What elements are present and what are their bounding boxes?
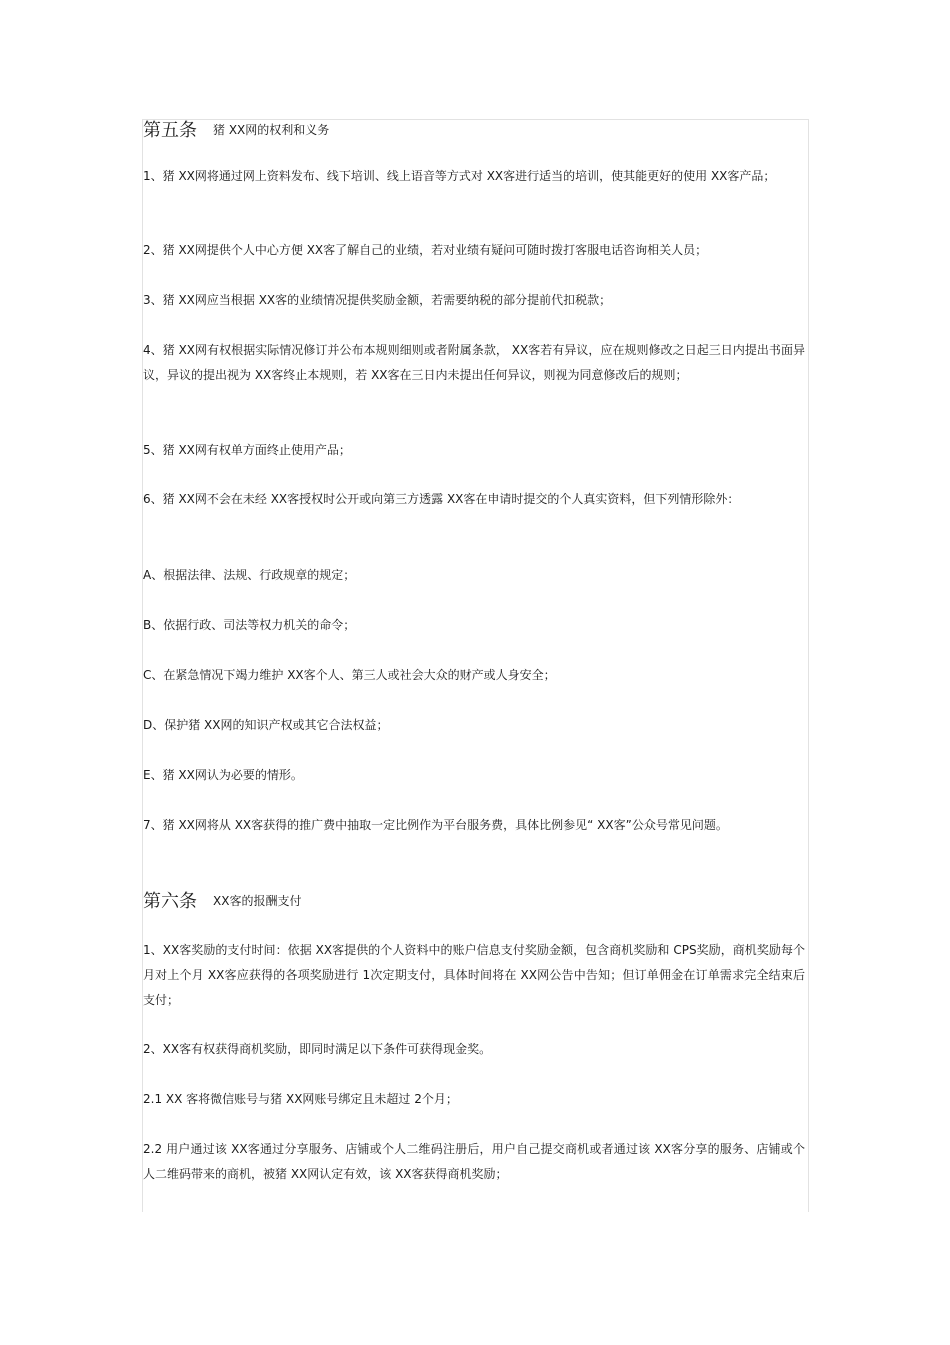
section-5-clause-3: 3、猪 XX网应当根据 XX客的业绩情况提供奖励金额，若需要纳税的部分提前代扣税款； bbox=[143, 293, 612, 307]
section-5-clause-2: 2、猪 XX网提供个人中心方便 XX客了解自己的业绩，若对业绩有疑问可随时拨打客服电话咨询相关人员； bbox=[143, 243, 708, 257]
section-5-clause-4: 4、猪 XX网有权根据实际情况修订并公布本规则细则或者附属条款， XX客若有异议，应在规则修改之日起三日内提出书面异议，异议的提出视为 XX客终止本规则，若 XX客在三日内未提出任何异议，则视为同意修改后的规则； bbox=[143, 343, 805, 382]
section-6-clause-2-2: 2.2 用户通过该 XX客通过分享服务、店铺或个人二维码注册后，用户自己提交商机或者通过该 XX客分享的服务、店铺或个人二维码带来的商机，被猪 XX网认定有效，该 XX客获得商机奖励； bbox=[143, 1142, 805, 1181]
section-6-clause-2: 2、XX客有权获得商机奖励，即同时满足以下条件可获得现金奖。 bbox=[143, 1042, 492, 1056]
section-5-subtitle: 猪 XX网的权利和义务 bbox=[213, 123, 330, 137]
section-5-item-b: B、依据行政、司法等权力机关的命令； bbox=[143, 618, 356, 632]
section-6-subtitle: XX客的报酬支付 bbox=[213, 894, 302, 908]
section-5-item-a: A、根据法律、法规、行政规章的规定； bbox=[143, 568, 356, 582]
section-5-item-c: C、在紧急情况下竭力维护 XX客个人、第三人或社会大众的财产或人身安全； bbox=[143, 668, 556, 682]
section-5-title: 第五条 bbox=[143, 120, 197, 141]
section-6-heading bbox=[143, 890, 301, 913]
section-5-item-d: D、保护猪 XX网的知识产权或其它合法权益； bbox=[143, 718, 389, 732]
section-5-item-e: E、猪 XX网认为必要的情形。 bbox=[143, 768, 303, 782]
section-6-clause-1: 1、XX客奖励的支付时间：依据 XX客提供的个人资料中的账户信息支付奖励金额，包含商机奖励和 CPS奖励，商机奖励每个月对上个月 XX客应获得的各项奖励进行 1次定期支付，具体时间将在 XX网公告中告知；但订单佣金在订单需求完全结束后支付； bbox=[143, 943, 805, 1007]
section-5-heading bbox=[143, 119, 329, 142]
section-5-clause-1: 1、猪 XX网将通过网上资料发布、线下培训、线上语音等方式对 XX客进行适当的培训，使其能更好的使用 XX客产品； bbox=[143, 169, 776, 183]
section-5-clause-5: 5、猪 XX网有权单方面终止使用产品； bbox=[143, 443, 351, 457]
section-6-clause-2-1: 2.1 XX 客将微信账号与猪 XX网账号绑定且未超过 2个月； bbox=[143, 1092, 458, 1106]
section-5-clause-6: 6、猪 XX网不会在未经 XX客授权时公开或向第三方透露 XX客在申请时提交的个人真实资料，但下列情形除外： bbox=[143, 492, 740, 506]
section-6-title: 第六条 bbox=[143, 891, 197, 912]
section-5-clause-7: 7、猪 XX网将从 XX客获得的推广费中抽取一定比例作为平台服务费，具体比例参见“ XX客”公众号常见问题。 bbox=[143, 818, 728, 832]
